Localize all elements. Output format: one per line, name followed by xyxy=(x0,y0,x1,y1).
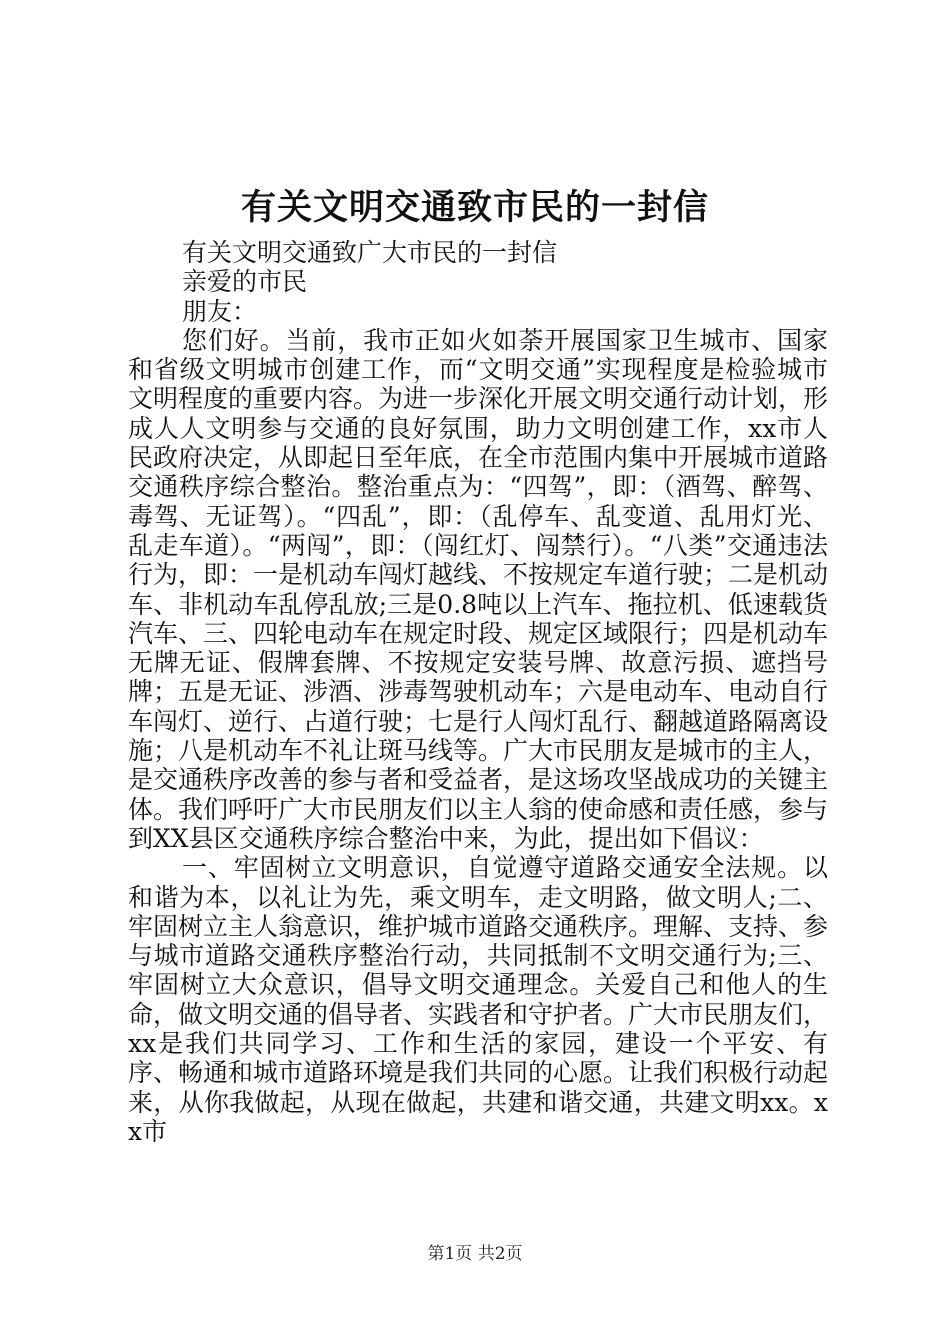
letter-subtitle: 有关文明交通致广大市民的一封信 xyxy=(182,238,558,267)
document-title: 有关文明交通致市民的一封信 xyxy=(240,187,709,228)
page-footer: 第1页 共2页 xyxy=(427,1244,523,1264)
salutation-line-2: 朋友： xyxy=(182,296,258,326)
body-paragraph-2: 一、牢固树立文明意识，自觉遵守道路交通安全法规。以和谐为本，以礼让为先，乘文明车，走文明路，做文明人;二、牢固树立主人翁意识，维护城市道路交通秩序。理解、支持、参与城市道路交通秩序整治行动，共同抵制不文明交通行为;三、牢固树立大众意识，倡导文明交通理念。关爱自己和他人的生命，做文明交通的倡导者、实践者和守护者。广大市民朋友们，xx是我们共同学习、工作和生活的家园，建设一个平安、有序、畅通和城市道路环境是我们共同的心愿。让我们积极行动起来，从你我做起，从现在做起，共建和谐交通，共建文明xx。xx市 xyxy=(128,853,829,1146)
document-body xyxy=(128,238,828,1146)
salutation-line-1: 亲爱的市民 xyxy=(182,267,308,297)
body-paragraph-1: 您们好。当前，我市正如火如荼开展国家卫生城市、国家和省级文明城市创建工作，而“文明交通”实现程度是检验城市文明程度的重要内容。为进一步深化开展文明交通行动计划，形成人人文明参与交通的良好氛围，助力文明创建工作，xx市人民政府决定，从即起日至年底，在全市范围内集中开展城市道路交通秩序综合整治。整治重点为：“四驾”，即：（酒驾、醉驾、毒驾、无证驾）。“四乱”，即：（乱停车、乱变道、乱用灯光、乱走车道）。“两闯”，即：（闯红灯、闯禁行）。“八类”交通违法行为，即：一是机动车闯灯越线、不按规定车道行驶；二是机动车、非机动车乱停乱放;三是0.8吨以上汽车、拖拉机、低速载货汽车、三、四轮电动车在规定时段、规定区域限行；四是机动车无牌无证、假牌套牌、不按规定安装号牌、故意污损、遮挡号牌；五是无证、涉酒、涉毒驾驶机动车；六是电动车、电动自行车闯灯、逆行、占道行驶；七是行人闯灯乱行、翻越道路隔离设施；八是机动车不礼让斑马线等。广大市民朋友是城市的主人，是交通秩序改善的参与者和受益者，是这场攻坚战成功的关键主体。我们呼吁广大市民朋友们以主人翁的使命感和责任感，参与到XX县区交通秩序综合整治中来，为此，提出如下倡议： xyxy=(128,325,829,853)
